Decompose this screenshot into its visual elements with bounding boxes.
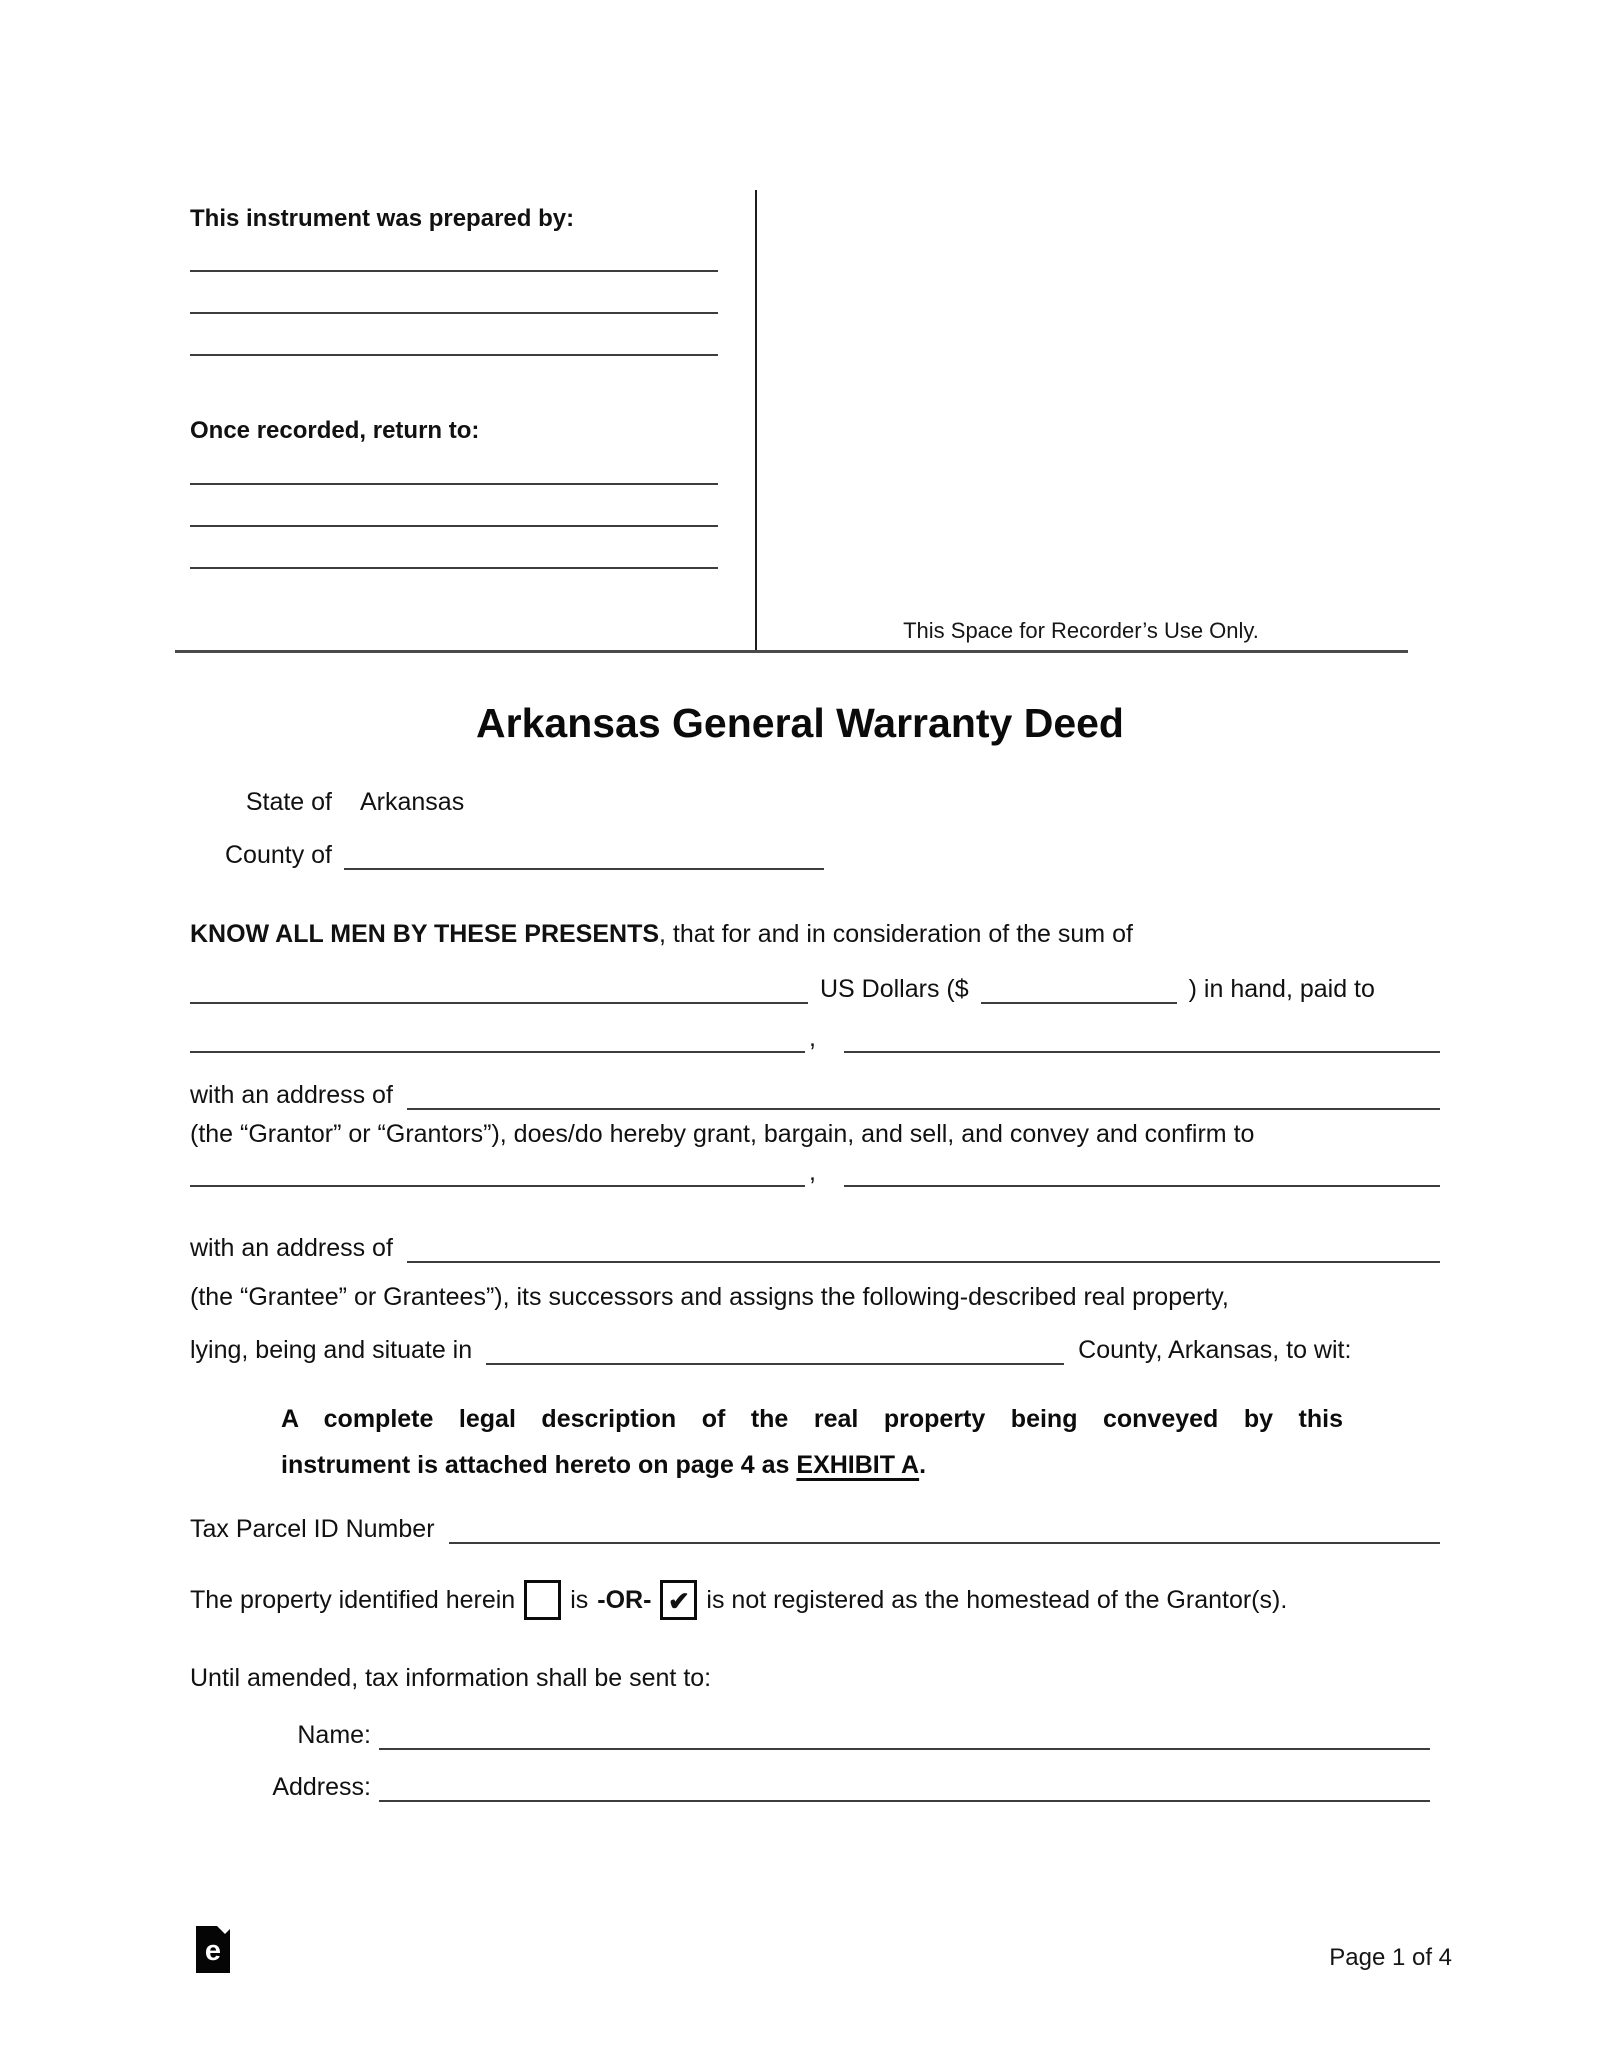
- state-of-row: [190, 788, 1440, 817]
- homestead-prefix: The property identified herein: [190, 1585, 516, 1614]
- homestead-is-not-checkbox[interactable]: [660, 1580, 697, 1620]
- homestead-is-label: is: [570, 1585, 589, 1614]
- state-value: Arkansas: [360, 788, 465, 816]
- grantor-address-blank-line[interactable]: [407, 1078, 1440, 1110]
- exhibit-line-1: A complete legal description of the real property being conveyed by this: [281, 1405, 1343, 1433]
- exhibit-line-2: [281, 1442, 1343, 1488]
- recorder-box-divider: [755, 190, 757, 650]
- amount-numeric-blank-line[interactable]: [981, 972, 1177, 1004]
- grantor-name-blank-line-1[interactable]: [190, 1021, 805, 1053]
- homestead-is-checkbox[interactable]: [524, 1580, 561, 1620]
- exhibit-a-reference: EXHIBIT A: [796, 1451, 920, 1479]
- tax-parcel-blank-line[interactable]: [449, 1512, 1440, 1544]
- amount-words-blank-line[interactable]: [190, 972, 808, 1004]
- prepared-by-blank-line-3[interactable]: [190, 354, 718, 356]
- tax-parcel-label: Tax Parcel ID Number: [190, 1515, 435, 1543]
- situate-row: [190, 1333, 1450, 1365]
- tax-info-address-label: Address:: [272, 1773, 371, 1801]
- grantor-address-label: with an address of: [190, 1081, 393, 1109]
- checkmark-icon: ✔: [668, 1585, 690, 1616]
- county-of-label: County of: [224, 841, 332, 869]
- county-of-row: [190, 838, 1440, 870]
- return-to-blank-line-2[interactable]: [190, 525, 718, 527]
- grantee-address-row: [190, 1231, 1440, 1263]
- eforms-logo-icon: [196, 1926, 230, 1973]
- presents-clause-bold: KNOW ALL MEN BY THESE PRESENTS: [190, 920, 660, 948]
- grantor-address-row: [190, 1078, 1440, 1110]
- presents-clause: [190, 920, 1450, 949]
- header-bottom-rule: [175, 650, 1408, 653]
- prepared-by-blank-line-2[interactable]: [190, 312, 718, 314]
- grantor-names-row: [190, 1021, 1440, 1053]
- homestead-suffix: is not registered as the homestead of the Grantor(s).: [706, 1585, 1288, 1614]
- situate-label: lying, being and situate in: [190, 1336, 473, 1364]
- tax-info-heading: Until amended, tax information shall be sent to:: [190, 1664, 712, 1692]
- prepared-by-label: This instrument was prepared by:: [190, 205, 575, 232]
- grantee-clause: (the “Grantee” or Grantees”), its successors and assigns the following-described real property,: [190, 1283, 1229, 1311]
- grantor-name-blank-line-2[interactable]: [844, 1021, 1440, 1053]
- eforms-logo-letter: e: [204, 1934, 222, 1967]
- presents-clause-rest: , that for and in consideration of the sum of: [659, 920, 1133, 948]
- exhibit-period: .: [919, 1451, 927, 1479]
- in-hand-label: ) in hand, paid to: [1188, 975, 1375, 1003]
- grantor-clause: (the “Grantor” or “Grantors”), does/do hereby grant, bargain, and sell, and convey and confirm to: [190, 1120, 1255, 1148]
- exhibit-line-2-text: instrument is attached hereto on page 4 as: [281, 1451, 797, 1479]
- tax-info-name-label: Name:: [297, 1721, 371, 1749]
- state-of-label: State of: [245, 788, 332, 816]
- situate-county-blank-line[interactable]: [486, 1333, 1064, 1365]
- dollars-row: [190, 972, 1440, 1004]
- grantor-names-comma: ,: [809, 1024, 816, 1052]
- homestead-or-label: -OR-: [597, 1585, 652, 1614]
- tax-info-name-row: [190, 1718, 1430, 1750]
- return-to-blank-line-1[interactable]: [190, 483, 718, 485]
- grantee-names-row: [190, 1155, 1440, 1187]
- grantee-name-blank-line-2[interactable]: [844, 1155, 1440, 1187]
- grantee-address-blank-line[interactable]: [407, 1231, 1440, 1263]
- tax-info-address-blank-line[interactable]: [379, 1770, 1430, 1802]
- exhibit-paragraph: [281, 1396, 1343, 1488]
- return-to-blank-line-3[interactable]: [190, 567, 718, 569]
- situate-suffix-label: County, Arkansas, to wit:: [1078, 1336, 1352, 1364]
- prepared-by-blank-line-1[interactable]: [190, 270, 718, 272]
- grantee-name-blank-line-1[interactable]: [190, 1155, 805, 1187]
- tax-parcel-row: [190, 1512, 1440, 1544]
- grantee-address-label: with an address of: [190, 1234, 393, 1262]
- recorder-use-note: This Space for Recorder’s Use Only.: [903, 618, 1259, 643]
- return-to-label: Once recorded, return to:: [190, 417, 480, 444]
- homestead-row: [190, 1580, 1450, 1620]
- page-title: Arkansas General Warranty Deed: [476, 700, 1124, 746]
- us-dollars-label: US Dollars ($: [820, 975, 969, 1003]
- tax-info-name-blank-line[interactable]: [379, 1718, 1430, 1750]
- page-number: Page 1 of 4: [1329, 1944, 1452, 1971]
- tax-info-address-row: [190, 1770, 1430, 1802]
- county-blank-line[interactable]: [344, 838, 824, 870]
- grantee-names-comma: ,: [809, 1158, 816, 1186]
